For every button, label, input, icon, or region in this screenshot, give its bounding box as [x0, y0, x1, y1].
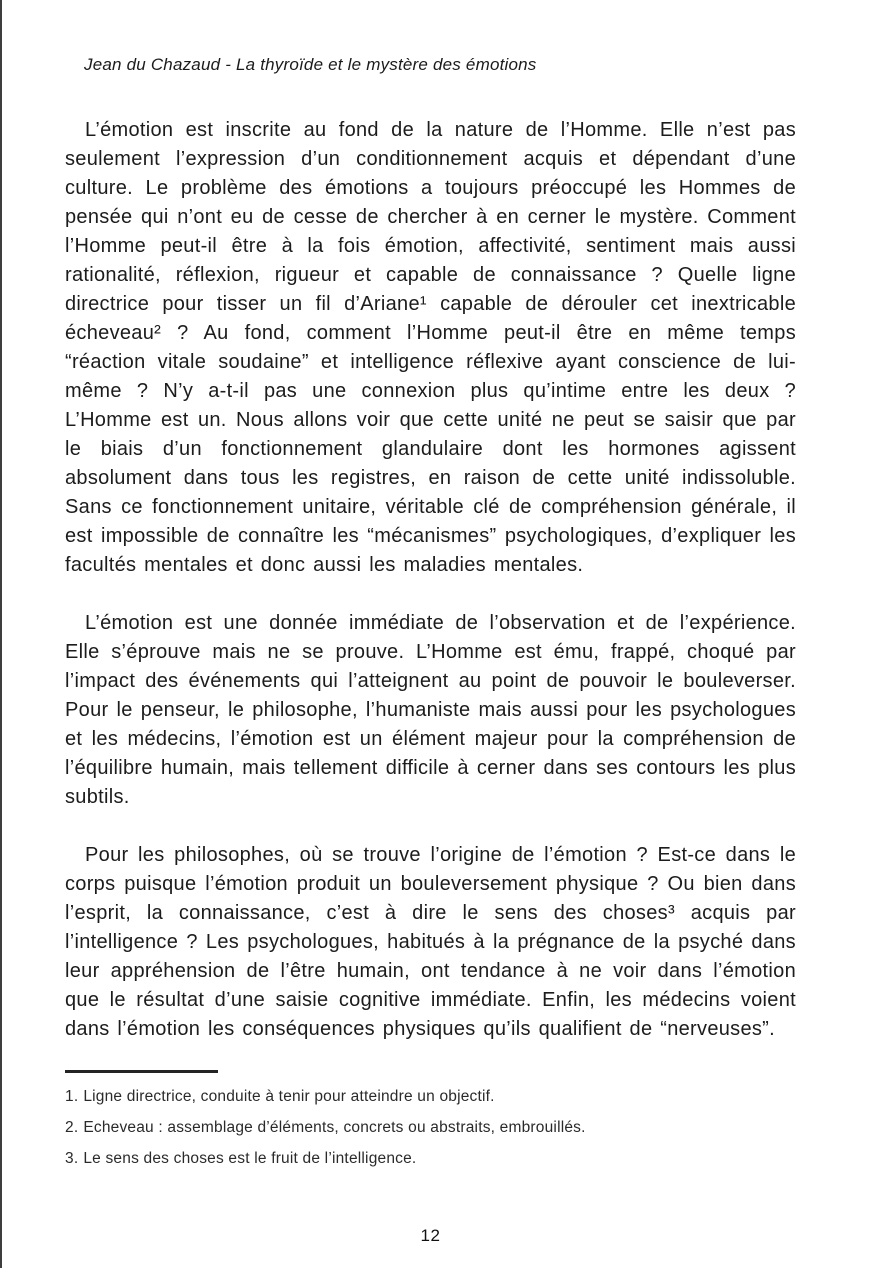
- footnote-2-text: Echeveau : assemblage d’éléments, concrets ou abstraits, embrouillés.: [83, 1119, 586, 1136]
- footnote-3-text: Le sens des choses est le fruit de l’intelligence.: [83, 1150, 417, 1167]
- page-number: 12: [420, 1226, 441, 1245]
- footnote-1-text: Ligne directrice, conduite à tenir pour atteindre un objectif.: [83, 1088, 495, 1105]
- footnote-2: [65, 1118, 796, 1138]
- footnote-divider: [65, 1070, 218, 1073]
- footnote-1-marker: 1.: [65, 1088, 79, 1105]
- body-text: [65, 116, 796, 1044]
- footnote-3-marker: 3.: [65, 1150, 79, 1167]
- footnote-2-marker: 2.: [65, 1119, 79, 1136]
- paragraph-3: Pour les philosophes, où se trouve l’origine de l’émotion ? Est-ce dans le corps puisque l’émotion produit un bouleversement physique ? Ou bien dans l’esprit, la connaissance, c’est à dire le sens des choses³ acquis par l’intelligence ? Les psychologues, habitués à la prégnance de la psyché dans leur appréhension de l’être humain, ont tendance à ne voir dans l’émotion que le résultat d’une saisie cognitive immédiate. Enfin, les médecins voient dans l’émotion les conséquences physiques qu’ils qualifient de “nerveuses”.: [65, 844, 796, 1040]
- left-edge-line: [0, 0, 2, 1268]
- paragraph-2: L’émotion est une donnée immédiate de l’observation et de l’expérience. Elle s’éprouve mais ne se prouve. L’Homme est ému, frappé, choqué par l’impact des événements qui l’atteignent au point de pouvoir le bouleverser. Pour le penseur, le philosophe, l’humaniste mais aussi pour les psychologues et les médecins, l’émotion est un élément majeur pour la compréhension de l’équilibre humain, mais tellement difficile à cerner dans ses contours les plus subtils.: [65, 612, 796, 808]
- running-header: Jean du Chazaud - La thyroïde et le mystère des émotions: [84, 55, 537, 74]
- paragraph-1: L’émotion est inscrite au fond de la nature de l’Homme. Elle n’est pas seulement l’expression d’un conditionnement acquis et dépendant d’une culture. Le problème des émotions a toujours préoccupé les Hommes de pensée qui n’ont eu de cesse de chercher à en cerner le mystère. Comment l’Homme peut-il être à la fois émotion, affectivité, sentiment mais aussi rationalité, réflexion, rigueur et capable de connaissance ? Quelle ligne directrice pour tisser un fil d’Ariane¹ capable de dérouler cet inextricable écheveau² ? Au fond, comment l’Homme peut-il être en même temps “réaction vitale soudaine” et intelligence réflexive ayant conscience de lui-même ? N’y a-t-il pas une connexion plus qu’intime entre les deux ? L’Homme est un. Nous allons voir que cette unité ne peut se saisir que par le biais d’un fonctionnement glandulaire dont les hormones agissent absolument dans tous les registres, en raison de cette unité indissoluble. Sans ce fonctionnement unitaire, véritable clé de compréhension générale, il est impossible de connaître les “mécanismes” psychologiques, d’expliquer les facultés mentales et donc aussi les maladies mentales.: [65, 119, 796, 576]
- footnote-1: [65, 1087, 796, 1107]
- footnotes-section: [65, 1087, 796, 1180]
- footnote-3: [65, 1149, 796, 1169]
